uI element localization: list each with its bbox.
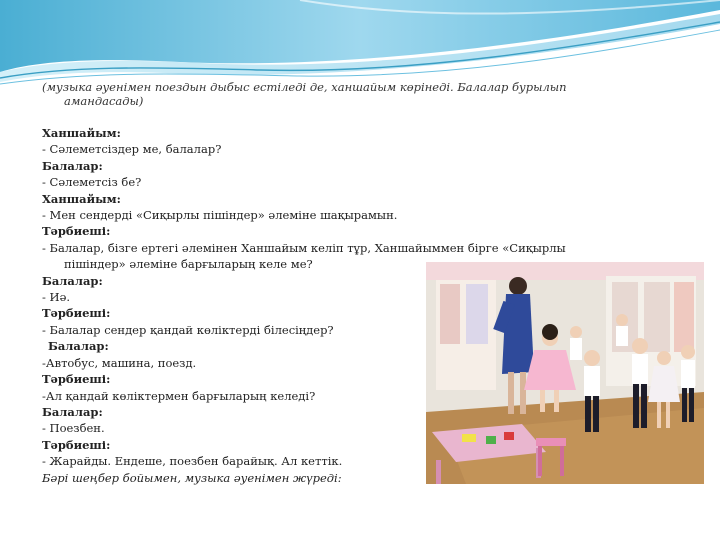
intro-line-1: (музыка әуенімен поездын дыбыс естіледі де, ханшайым көрінеді. Балалар бурылып [42,80,567,94]
decorative-wave-header [0,0,720,90]
dialogue-line: - Балалар сендер қандай көліктерді білесіңдер? [42,322,334,337]
classroom-photo [426,262,704,484]
closing-stage-direction: Бәрі шеңбер бойымен, музыка әуенімен жүреді: [42,470,342,485]
dialogue-line: -Автобус, машина, поезд. [42,355,197,370]
dialogue-line-part-2: пішіндер» әлеміне барғыларың келе ме? [64,257,313,272]
dialogue-line: -Ал қандай көліктермен барғыларың келеді? [42,388,316,403]
dialogue-line: - Иә. [42,290,71,305]
intro-line-2: амандасады) [64,94,144,108]
stage-direction-intro [42,80,662,108]
dialogue-line: - Сәлеметсіз бе? [42,175,142,190]
dialogue-line: - Мен сендерді «Сиқырлы пішіндер» әлеміне шақырамын. [42,208,398,223]
dialogue-line-part-1: - Балалар, бізге ертегі әлемінен Ханшайым келіп тұр, Ханшайыммен бірге «Сиқырлы [42,240,566,255]
speaker-label: Тәрбиеші: [42,437,111,452]
dialogue-line: - Поезбен. [42,421,105,436]
dialogue-line: - Жарайды. Ендеше, поезбен барайық. Ал кеттік. [42,454,343,469]
speaker-label: Балалар: [42,158,103,173]
speaker-label: Тәрбиеші: [42,372,111,387]
speaker-label: Балалар: [42,404,103,419]
speaker-label: Ханшайым: [42,126,121,140]
speaker-label: Тәрбиеші: [42,224,111,239]
dialogue-line: - Сәлеметсіздер ме, балалар? [42,142,222,157]
speaker-label: Ханшайым: [42,191,121,206]
speaker-label: Балалар: [48,339,109,354]
speaker-label: Балалар: [42,273,103,288]
speaker-label: Тәрбиеші: [42,306,111,321]
